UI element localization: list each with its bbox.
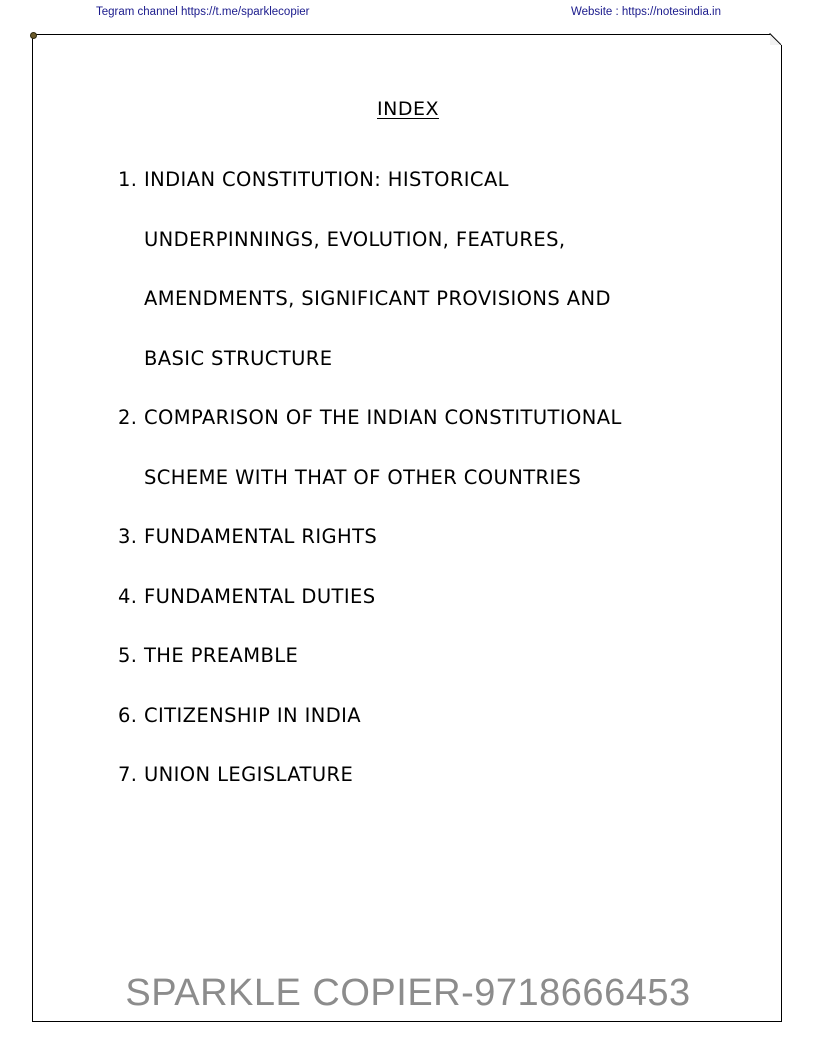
- index-item: [118, 626, 738, 686]
- index-list: [118, 150, 738, 805]
- index-item-number: 2.: [118, 406, 138, 429]
- index-title: INDEX: [377, 98, 439, 120]
- index-item: [118, 567, 738, 627]
- index-item: [118, 507, 738, 567]
- page-header: [0, 6, 816, 22]
- index-item-line: SCHEME WITH THAT OF OTHER COUNTRIES: [144, 465, 582, 489]
- index-item: [118, 150, 738, 388]
- index-item-line: CITIZENSHIP IN INDIA: [144, 703, 362, 727]
- index-item-line: THE PREAMBLE: [144, 644, 299, 667]
- index-item-line: FUNDAMENTAL DUTIES: [144, 584, 376, 608]
- index-item-line: AMENDMENTS, SIGNIFICANT PROVISIONS AND: [144, 287, 611, 310]
- index-item-number: 3.: [118, 525, 138, 548]
- index-item-line: BASIC STRUCTURE: [144, 346, 333, 370]
- index-item-line: UNDERPINNINGS, EVOLUTION, FEATURES,: [144, 227, 566, 251]
- watermark-text: SPARKLE COPIER-9718666453: [125, 972, 691, 1014]
- index-item-number: 1.: [118, 168, 138, 191]
- index-item: [118, 686, 738, 746]
- index-item-number: 4.: [118, 584, 138, 608]
- index-item: [118, 745, 738, 805]
- pin-icon: [30, 32, 37, 39]
- index-item-number: 6.: [118, 703, 138, 727]
- index-item-line: INDIAN CONSTITUTION: HISTORICAL: [144, 168, 509, 191]
- telegram-channel-text: Tegram channel https://t.me/sparklecopier: [96, 6, 310, 18]
- index-item-number: 5.: [118, 644, 138, 667]
- index-item-line: FUNDAMENTAL RIGHTS: [144, 525, 378, 548]
- website-text: Website : https://notesindia.in: [570, 6, 721, 18]
- index-item-line: COMPARISON OF THE INDIAN CONSTITUTIONAL: [144, 406, 622, 429]
- index-item-number: 7.: [118, 763, 138, 786]
- index-item: [118, 388, 738, 507]
- index-item-line: UNION LEGISLATURE: [144, 763, 354, 786]
